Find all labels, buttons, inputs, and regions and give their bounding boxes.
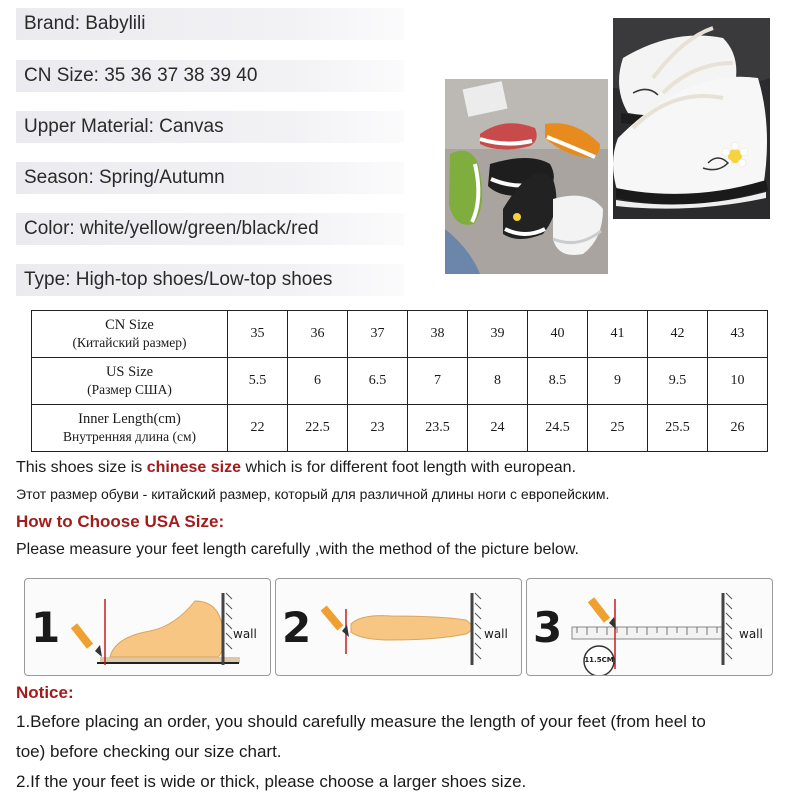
spec-cn-size: CN Size: 35 36 37 38 39 40: [16, 60, 404, 92]
size-note-highlight: chinese size: [146, 459, 241, 476]
table-cell: 25: [588, 405, 648, 452]
table-cell: 5.5: [228, 358, 288, 405]
table-cell: 26: [708, 405, 768, 452]
table-cell: 39: [468, 311, 528, 358]
row-header-label: Inner Length(cm): [78, 411, 181, 427]
table-cell: 9.5: [648, 358, 708, 405]
table-cell: 23.5: [408, 405, 468, 452]
step-number: 2: [282, 603, 312, 652]
spec-material: Upper Material: Canvas: [16, 111, 404, 143]
wall-label: wall: [233, 627, 257, 641]
measure-step-3: [526, 578, 773, 676]
table-cell: 40: [528, 311, 588, 358]
notice-line-2: toe) before checking our size chart.: [16, 742, 282, 761]
table-cell: 35: [228, 311, 288, 358]
spec-color: Color: white/yellow/green/black/red: [16, 213, 404, 245]
table-cell: 37: [348, 311, 408, 358]
product-photo-hightop: [613, 18, 770, 219]
measure-step-2: [275, 578, 522, 676]
wall-label: wall: [484, 627, 508, 641]
notice-line-1: 1.Before placing an order, you should carefully measure the length of your feet (from heel to: [16, 712, 706, 731]
table-cell: 24.5: [528, 405, 588, 452]
size-row-us: [32, 358, 768, 405]
table-cell: 38: [408, 311, 468, 358]
table-cell: 10: [708, 358, 768, 405]
table-cell: 8: [468, 358, 528, 405]
table-cell: 36: [288, 311, 348, 358]
size-note-post: which is for different foot length with european.: [241, 459, 577, 476]
table-cell: 41: [588, 311, 648, 358]
table-cell: 6.5: [348, 358, 408, 405]
row-header-label: CN Size: [105, 317, 154, 333]
table-cell: 42: [648, 311, 708, 358]
size-note-pre: This shoes size is: [16, 459, 147, 476]
table-cell: 22: [228, 405, 288, 452]
step-number: 1: [31, 603, 61, 652]
size-note-en: [16, 459, 576, 477]
row-header-us: [32, 358, 228, 405]
row-header-sublabel: (Размер США): [87, 382, 172, 397]
table-cell: 6: [288, 358, 348, 405]
spec-brand: Brand: Babylili: [16, 8, 404, 40]
notice-title: Notice:: [16, 683, 74, 702]
table-cell: 23: [348, 405, 408, 452]
how-to-text: Please measure your feet length carefully ,with the method of the picture below.: [16, 541, 579, 558]
notice-line-3: 2.If the your feet is wide or thick, please choose a larger shoes size.: [16, 772, 527, 791]
table-cell: 9: [588, 358, 648, 405]
spec-season: Season: Spring/Autumn: [16, 162, 404, 194]
row-header-sublabel: Внутренняя длина (см): [63, 429, 196, 444]
size-note-ru: Этот размер обуви - китайский размер, который для различной длины ноги с европейским.: [16, 486, 610, 502]
table-cell: 22.5: [288, 405, 348, 452]
row-header-cn: [32, 311, 228, 358]
table-cell: 7: [408, 358, 468, 405]
table-cell: 25.5: [648, 405, 708, 452]
step-number: 3: [533, 603, 563, 652]
measurement-badge: 11.5CM: [584, 656, 614, 664]
how-to-title: How to Choose USA Size:: [16, 512, 225, 531]
row-header-label: US Size: [105, 364, 154, 380]
measure-step-1: [24, 578, 271, 676]
row-header-sublabel: (Китайский размер): [72, 335, 187, 350]
ruler-illustration: [527, 579, 773, 676]
table-cell: 43: [708, 311, 768, 358]
size-row-cn: [32, 311, 768, 358]
table-cell: 8.5: [528, 358, 588, 405]
size-row-length: [32, 405, 768, 452]
wall-label: wall: [739, 627, 763, 641]
size-chart-table: [31, 310, 768, 452]
product-photo-group: [445, 79, 608, 274]
spec-type: Type: High-top shoes/Low-top shoes: [16, 264, 404, 296]
row-header-length: [32, 405, 228, 452]
table-cell: 24: [468, 405, 528, 452]
